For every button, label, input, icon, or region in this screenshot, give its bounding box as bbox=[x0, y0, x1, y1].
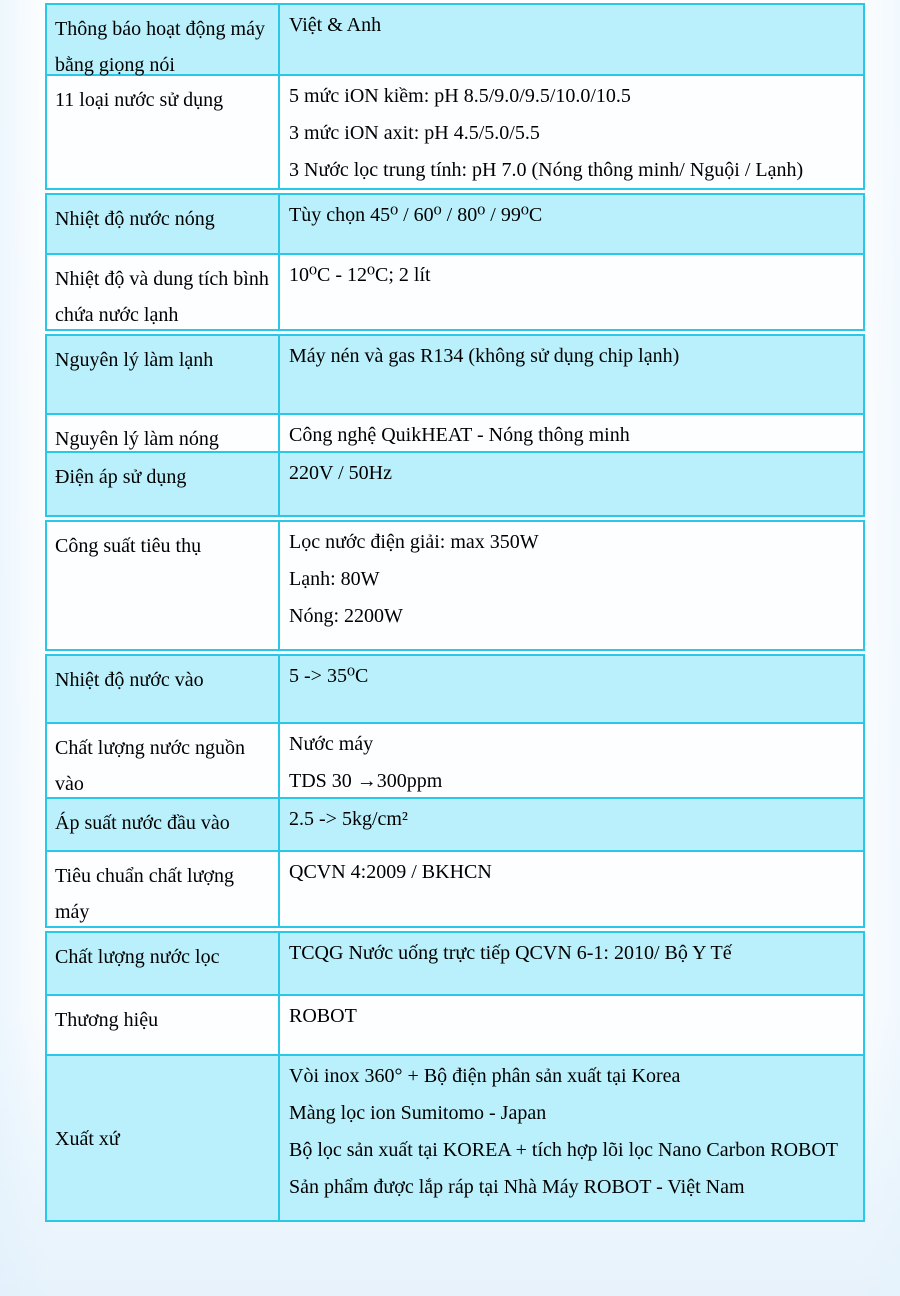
spec-value-line: Nước máy bbox=[289, 733, 374, 755]
spec-value bbox=[280, 195, 863, 253]
spec-value-line: Việt & Anh bbox=[289, 14, 382, 36]
spec-label: Chất lượng nước lọc bbox=[47, 933, 280, 994]
spec-label: 11 loại nước sử dụng bbox=[47, 76, 280, 188]
spec-value-line: Lạnh: 80W bbox=[289, 568, 380, 590]
spec-value bbox=[280, 453, 863, 515]
spec-label: Nhiệt độ và dung tích bình chứa nước lạnh bbox=[47, 255, 280, 329]
spec-label: Nguyên lý làm nóng bbox=[47, 415, 280, 451]
spec-value-line: 5 mức iON kiềm: pH 8.5/9.0/9.5/10.0/10.5 bbox=[289, 85, 631, 107]
spec-value-line: ROBOT bbox=[289, 1005, 357, 1027]
spec-value-line: Lọc nước điện giải: max 350W bbox=[289, 531, 539, 553]
spec-value-line: 3 mức iON axit: pH 4.5/5.0/5.5 bbox=[289, 122, 540, 144]
spec-label: Nhiệt độ nước nóng bbox=[47, 195, 280, 253]
spec-value-line: Vòi inox 360° + Bộ điện phân sản xuất tại Korea bbox=[289, 1065, 681, 1087]
table-row bbox=[45, 931, 865, 996]
table-row bbox=[45, 253, 865, 331]
spec-value-line: Màng lọc ion Sumitomo - Japan bbox=[289, 1102, 547, 1124]
spec-value bbox=[280, 415, 863, 451]
spec-value-line: 220V / 50Hz bbox=[289, 462, 392, 484]
spec-label: Áp suất nước đầu vào bbox=[47, 799, 280, 850]
spec-value bbox=[280, 76, 863, 188]
table-row bbox=[45, 654, 865, 724]
table-row bbox=[45, 850, 865, 928]
spec-value bbox=[280, 656, 863, 722]
spec-value bbox=[280, 522, 863, 649]
spec-label: Nhiệt độ nước vào bbox=[47, 656, 280, 722]
spec-value-line: Bộ lọc sản xuất tại KOREA + tích hợp lõi lọc Nano Carbon ROBOT bbox=[289, 1139, 839, 1161]
spec-value bbox=[280, 996, 863, 1054]
spec-value-line: 5 -> 35⁰C bbox=[289, 665, 369, 687]
table-row bbox=[45, 193, 865, 255]
spec-value-line: QCVN 4:2009 / BKHCN bbox=[289, 861, 492, 883]
spec-label: Tiêu chuẩn chất lượng máy bbox=[47, 852, 280, 926]
spec-value bbox=[280, 852, 863, 926]
spec-value-line: Tùy chọn 45⁰ / 60⁰ / 80⁰ / 99⁰C bbox=[289, 204, 543, 226]
table-row bbox=[45, 3, 865, 76]
spec-value-line: 2.5 -> 5kg/cm² bbox=[289, 808, 408, 830]
spec-value-line: Sản phẩm được lắp ráp tại Nhà Máy ROBOT - Việt Nam bbox=[289, 1176, 745, 1198]
table-row bbox=[45, 994, 865, 1056]
spec-value-line: 3 Nước lọc trung tính: pH 7.0 (Nóng thông minh/ Nguội / Lạnh) bbox=[289, 159, 804, 181]
spec-value bbox=[280, 5, 863, 74]
spec-label: Công suất tiêu thụ bbox=[47, 522, 280, 649]
spec-label: Xuất xứ bbox=[47, 1056, 280, 1220]
spec-value bbox=[280, 799, 863, 850]
spec-value bbox=[280, 1056, 863, 1220]
spec-value-line: TCQG Nước uống trực tiếp QCVN 6-1: 2010/ Bộ Y Tế bbox=[289, 942, 732, 964]
spec-value bbox=[280, 724, 863, 797]
spec-value bbox=[280, 255, 863, 329]
spec-label: Điện áp sử dụng bbox=[47, 453, 280, 515]
spec-label: Thương hiệu bbox=[47, 996, 280, 1054]
table-row bbox=[45, 451, 865, 517]
spec-value bbox=[280, 933, 863, 994]
table-row bbox=[45, 722, 865, 799]
spec-label: Nguyên lý làm lạnh bbox=[47, 336, 280, 413]
spec-value-line: TDS 30 →300ppm bbox=[289, 770, 443, 792]
table-row bbox=[45, 797, 865, 852]
spec-value bbox=[280, 336, 863, 413]
spec-value-line: 10⁰C - 12⁰C; 2 lít bbox=[289, 264, 431, 286]
table-row bbox=[45, 74, 865, 190]
table-row bbox=[45, 520, 865, 651]
table-row bbox=[45, 413, 865, 453]
spec-value-line: Công nghệ QuikHEAT - Nóng thông minh bbox=[289, 424, 630, 446]
spec-value-line: Máy nén và gas R134 (không sử dụng chip lạnh) bbox=[289, 345, 680, 367]
spec-label: Chất lượng nước nguồn vào bbox=[47, 724, 280, 797]
spec-value-line: Nóng: 2200W bbox=[289, 605, 403, 627]
table-row bbox=[45, 334, 865, 415]
spec-label: Thông báo hoạt động máy bằng giọng nói bbox=[47, 5, 280, 74]
table-row bbox=[45, 1054, 865, 1222]
product-spec-table bbox=[45, 3, 865, 1222]
